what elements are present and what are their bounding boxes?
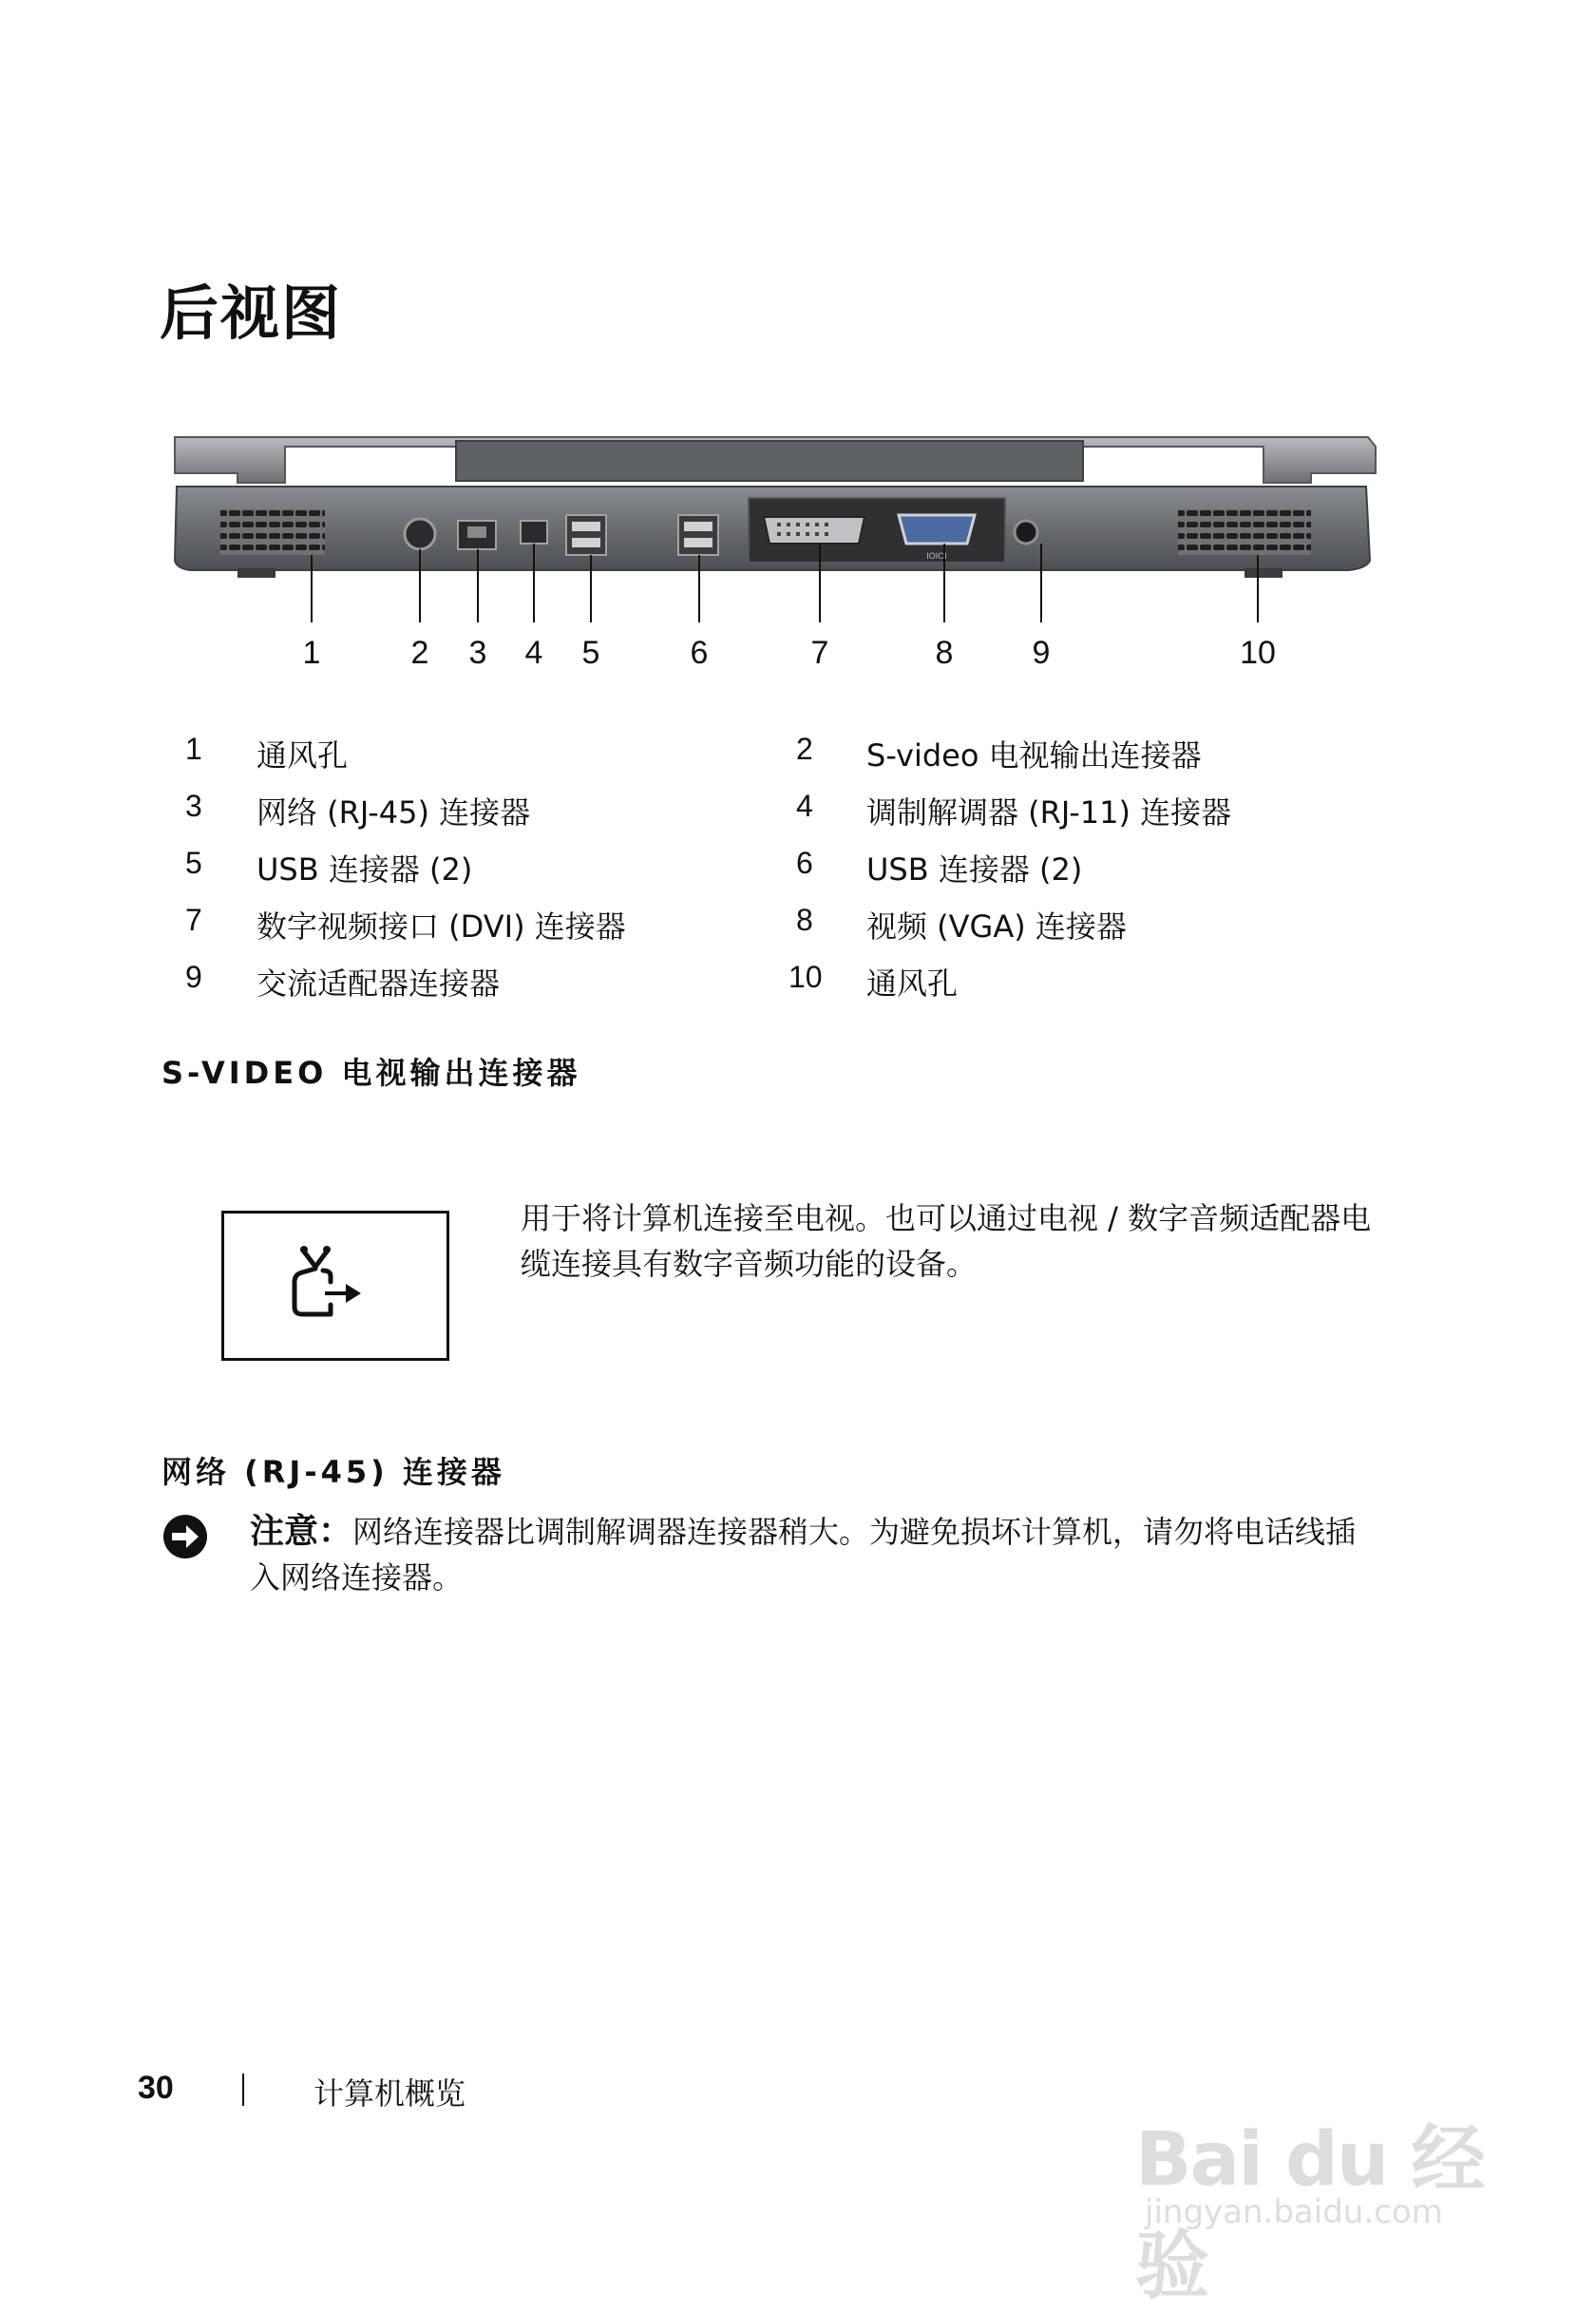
legend-text: 视频 (VGA) 连接器	[866, 908, 1127, 945]
legend-number: 3	[185, 789, 202, 823]
legend-number: 7	[185, 903, 202, 937]
baidu-jingyan-watermark	[1116, 2100, 1515, 2309]
watermark-url: jingyan.baidu.com	[1145, 2193, 1443, 2231]
footer-chapter-title: 计算机概览	[314, 2075, 466, 2112]
legend-text: 调制解调器 (RJ-11) 连接器	[866, 794, 1232, 831]
page-number: 30	[138, 2070, 174, 2106]
legend-text: 交流适配器连接器	[256, 965, 501, 1002]
callout-number: 2	[410, 635, 429, 671]
callout-number: 9	[1032, 635, 1051, 671]
legend-number: 6	[796, 846, 813, 880]
callout-number: 5	[581, 635, 600, 671]
callout-number: 7	[810, 635, 829, 671]
laptop-rear-illustration	[162, 428, 1387, 684]
rj11-port	[521, 521, 547, 544]
usb-ports-5	[566, 515, 606, 555]
notice-body: 网络连接器比调制解调器连接器稍大。为避免损坏计算机，请勿将电话线插入网络连接器。	[250, 1514, 1357, 1596]
footer-separator	[242, 2074, 244, 2106]
legend-text: USB 连接器 (2)	[866, 851, 1083, 888]
svideo-description: 用于将计算机连接至电视。也可以通过电视 / 数字音频适配器电缆连接具有数字音频功能的设备。	[521, 1200, 1372, 1282]
dvi-port	[764, 517, 864, 544]
page-title: 后视图	[160, 278, 343, 348]
legend-number: 1	[185, 732, 202, 766]
svideo-port	[405, 519, 435, 549]
notice-label: 注意：	[250, 1512, 353, 1551]
legend-number: 10	[788, 960, 823, 994]
callout-number: 6	[690, 635, 709, 671]
notice-icon	[162, 1513, 209, 1560]
legend-number: 8	[796, 903, 813, 937]
notice-text	[250, 1509, 1371, 1600]
legend-number: 2	[796, 732, 813, 766]
vga-port	[899, 515, 975, 544]
network-section-heading: 网络 (RJ-45) 连接器	[162, 1454, 505, 1490]
watermark-logo: Bai du 经验	[1135, 2117, 1484, 2309]
legend-number: 5	[185, 846, 202, 880]
legend-text: 通风孔	[866, 965, 959, 1002]
legend-text: 网络 (RJ-45) 连接器	[256, 794, 531, 831]
usb-ports-6	[678, 515, 718, 555]
tv-out-icon-box	[221, 1211, 449, 1361]
legend-text: 数字视频接口 (DVI) 连接器	[256, 908, 626, 945]
hinge-bar	[456, 441, 1083, 481]
tv-out-icon	[224, 1214, 446, 1358]
legend-number: 4	[796, 789, 813, 823]
callout-number: 10	[1240, 635, 1276, 671]
vga-label: IOIOI	[926, 551, 947, 561]
callout-number: 3	[468, 635, 487, 671]
vent-left	[220, 509, 325, 555]
vent-right	[1178, 509, 1311, 555]
callout-number: 8	[935, 635, 954, 671]
legend-text: 通风孔	[256, 737, 349, 774]
callout-number: 4	[524, 635, 543, 671]
legend-number: 9	[185, 960, 202, 994]
ac-adapter-port	[1015, 521, 1037, 544]
legend-text: S-video 电视输出连接器	[866, 737, 1202, 774]
callout-number: 1	[302, 635, 321, 671]
legend-text: USB 连接器 (2)	[256, 851, 473, 888]
svideo-section-heading: S-VIDEO 电视输出连接器	[162, 1055, 581, 1091]
